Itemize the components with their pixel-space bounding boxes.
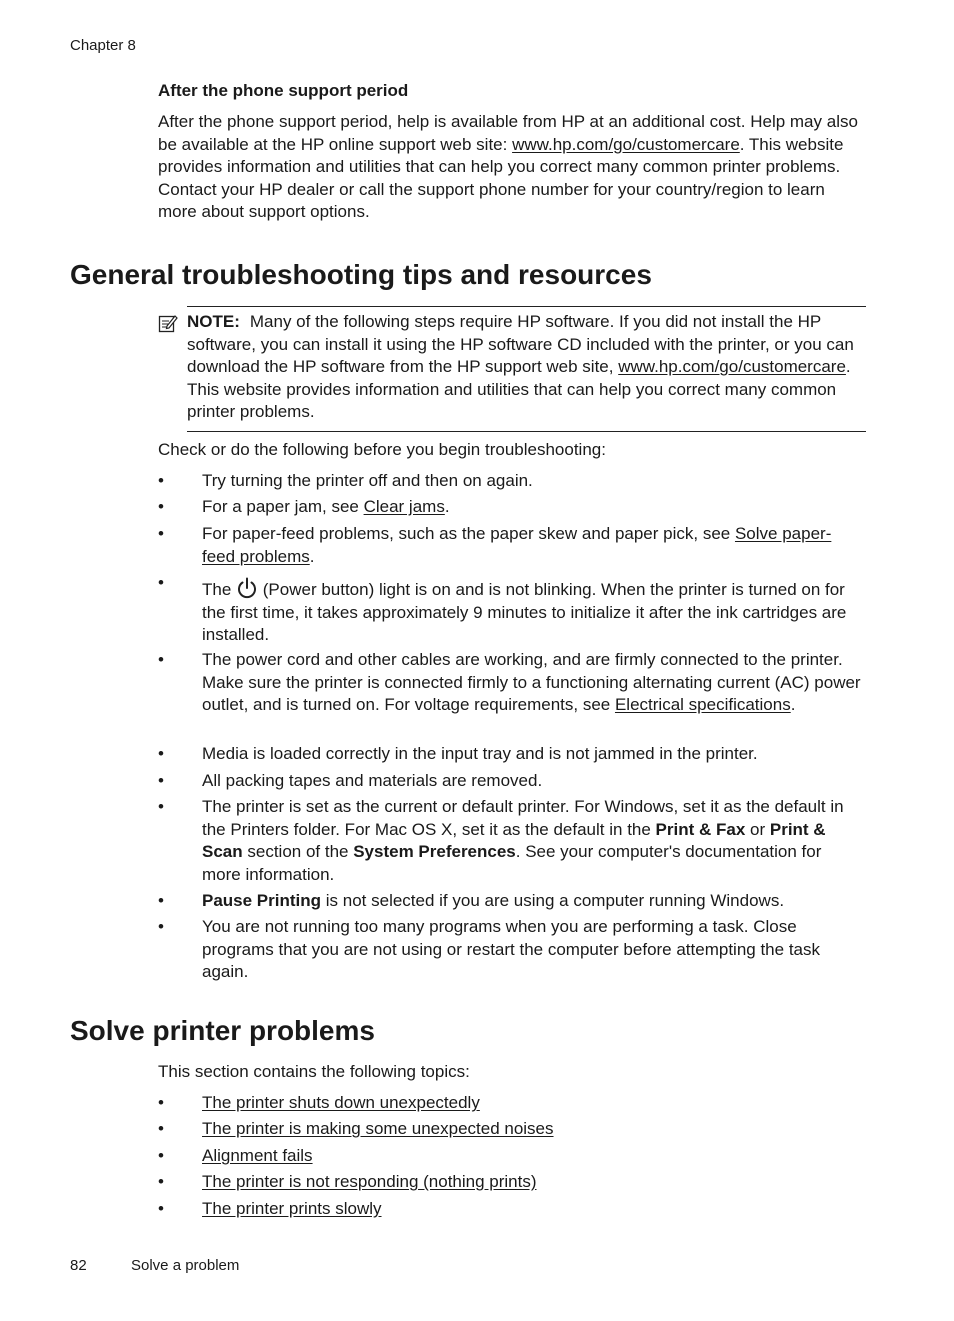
list-item: • For a paper jam, see Clear jams.	[158, 497, 450, 516]
list-item: • You are not running too many programs when you are performing a task. Close programs that you are not using or restart the computer before attempting the task again.	[158, 917, 820, 981]
customercare-link[interactable]: www.hp.com/go/customercare	[512, 134, 740, 154]
solve-intro: This section contains the following topics:	[158, 1062, 470, 1081]
topic-link-alignment[interactable]: Alignment fails	[202, 1146, 313, 1165]
list-item: • The printer prints slowly	[158, 1199, 382, 1218]
note-text: NOTE: Many of the following steps require HP software. If you did not install the HP software, you can install it using the HP software CD included with the printer, or you can download the HP software from the HP support web site, www.hp.com/go/customercare. This website provides information and utilities that can help you correct many common printer problems.	[187, 312, 854, 421]
list-item: • The printer is set as the current or default printer. For Windows, set it as the default in the Printers folder. For Mac OS X, set it as the default in the Print & Fax or Print & Scan section of the System Preferences. See your computer's documentation for more information.	[158, 797, 844, 884]
topic-link-noises[interactable]: The printer is making some unexpected noises	[202, 1119, 554, 1138]
section-title-solve: Solve printer problems	[70, 1015, 375, 1046]
note-top-rule	[187, 306, 866, 307]
phone-support-paragraph: After the phone support period, help is available from HP at an additional cost. Help may also be available at the HP online support web site: www.hp.com/go/customercare. This website provides information and utilities that can help you correct many common printer problems. Contact your HP dealer or call the support phone number for your country/region to learn more about support options.	[158, 112, 858, 221]
topic-link-not-responding[interactable]: The printer is not responding (nothing prints)	[202, 1172, 537, 1191]
note-bottom-rule	[187, 431, 866, 432]
list-item: • All packing tapes and materials are removed.	[158, 771, 543, 790]
running-head: Chapter 8	[70, 37, 136, 54]
phone-support-heading: After the phone support period	[158, 81, 409, 100]
power-button-icon	[236, 577, 258, 599]
topic-link-slowly[interactable]: The printer prints slowly	[202, 1199, 382, 1218]
paper-feed-link[interactable]: Solve paper-feed problems	[202, 524, 832, 566]
list-item: • The power cord and other cables are working, and are firmly connected to the printer. Make sure the printer is connected firmly to a functioning alternating current (AC) power outlet, and is turned on. For voltage requirements, see Electrical specifications.	[158, 650, 861, 714]
list-item: • The printer shuts down unexpectedly	[158, 1093, 480, 1112]
page-number: 82	[70, 1257, 87, 1274]
list-item: • The (Power button) light is on and is not blinking. When the printer is turned on for the first time, it takes approximately 9 minutes to initialize it after the ink cartridges are installed.	[158, 573, 847, 644]
note-label: NOTE:	[187, 312, 240, 331]
note-customercare-link[interactable]: www.hp.com/go/customercare	[618, 357, 846, 376]
list-item: • The printer is making some unexpected noises	[158, 1119, 554, 1138]
list-item: • Pause Printing is not selected if you are using a computer running Windows.	[158, 891, 785, 910]
list-item: • For paper-feed problems, such as the paper skew and paper pick, see Solve paper-feed problems.	[158, 524, 832, 566]
section-title-general: General troubleshooting tips and resources	[70, 259, 652, 290]
topic-link-shuts-down[interactable]: The printer shuts down unexpectedly	[202, 1093, 480, 1112]
footer-section-title: Solve a problem	[131, 1257, 240, 1274]
note-icon	[158, 313, 178, 333]
list-item: • Alignment fails	[158, 1146, 313, 1165]
list-item: • The printer is not responding (nothing prints)	[158, 1172, 537, 1191]
clear-jams-link[interactable]: Clear jams	[363, 497, 445, 516]
list-item: • Media is loaded correctly in the input tray and is not jammed in the printer.	[158, 744, 758, 763]
list-item: • Try turning the printer off and then on again.	[158, 471, 533, 490]
troubleshooting-intro: Check or do the following before you begin troubleshooting:	[158, 440, 606, 459]
electrical-specs-link[interactable]: Electrical specifications	[614, 695, 791, 714]
